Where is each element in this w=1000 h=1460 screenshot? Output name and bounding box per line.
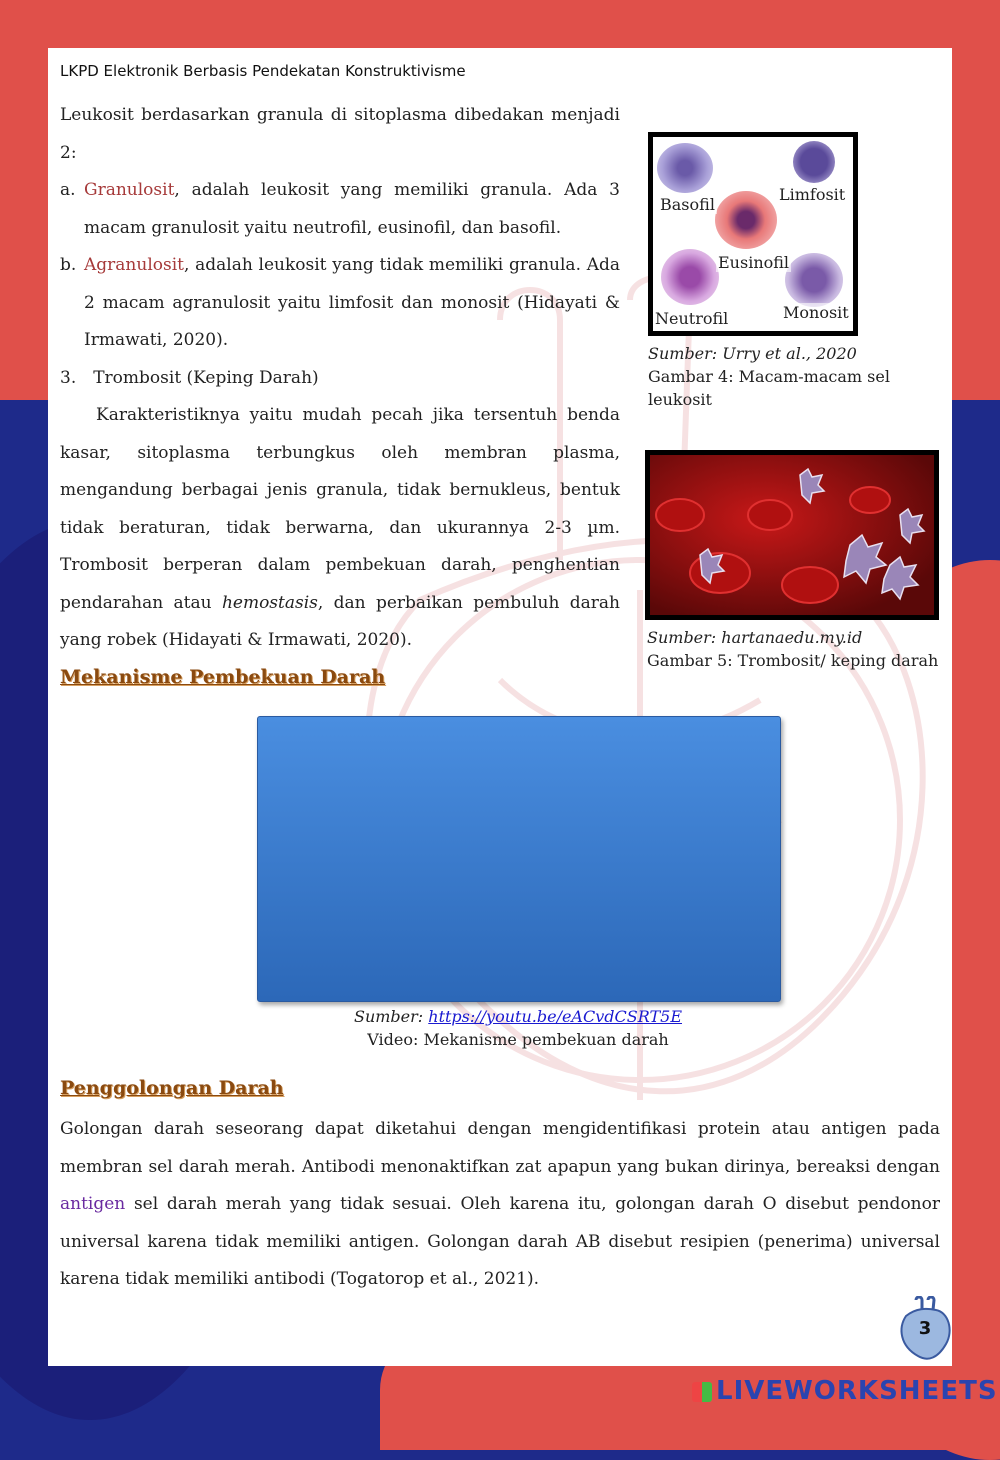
page-number: 3 bbox=[918, 1318, 932, 1339]
worksheet-header: LKPD Elektronik Berbasis Pendekatan Konstruktivisme bbox=[60, 62, 466, 80]
video-source-label: Sumber: bbox=[353, 1007, 429, 1026]
granulosit-desc: , adalah leukosit yang memiliki granula. Ada 3 macam granulosit yaitu neutrofil, eusinofil, dan basofil. bbox=[84, 180, 620, 238]
leukocyte-figure bbox=[648, 132, 858, 336]
label-neutrofil: Neutrofil bbox=[655, 309, 729, 328]
agranulosit-desc: , adalah leukosit yang tidak memiliki granula. Ada 2 macam agranulosit yaitu limfosit dan monosit (Hidayati & Irmawati, 2020). bbox=[84, 255, 620, 350]
label-eusinofil: Eusinofil bbox=[718, 253, 790, 272]
list-item-agranulosit bbox=[60, 247, 620, 360]
fig5-caption bbox=[647, 626, 947, 672]
monosit-cell bbox=[785, 253, 843, 307]
trombosit-text-2: , dan perbaikan pembuluh darah yang robek (Hidayati & Irmawati, 2020). bbox=[60, 592, 620, 650]
trombosit-heading: 3. Trombosit (Keping Darah) bbox=[60, 367, 319, 388]
list-marker: b. bbox=[60, 255, 77, 275]
label-basofil: Basofil bbox=[660, 195, 715, 214]
golongan-paragraph bbox=[60, 1111, 940, 1299]
golongan-title: Penggolongan Darah bbox=[60, 1077, 284, 1099]
list-item-granulosit bbox=[60, 172, 620, 247]
hemostasis-term: hemostasis bbox=[221, 592, 318, 613]
video-title: Video: Mekanisme pembekuan darah bbox=[367, 1030, 669, 1049]
eusinofil-cell bbox=[715, 191, 777, 249]
basofil-cell bbox=[657, 143, 713, 193]
list-marker: a. bbox=[60, 180, 76, 200]
golongan-text-2: sel darah merah yang tidak sesuai. Oleh karena itu, golongan darah O disebut pendonor universal karena tidak memiliki antigen. Golongan darah AB disebut resipien (penerima) universal karena tidak memiliki antibodi (Togatorop et al., 2021). bbox=[60, 1194, 940, 1289]
golongan-text-1: Golongan darah seseorang dapat diketahui dengan mengidentifikasi protein atau antigen pada membran sel darah merah. Antibodi menonaktifkan zat apapun yang bukan dirinya, bereaksi dengan bbox=[60, 1119, 940, 1177]
liveworksheets-text: LIVEWORKSHEETS bbox=[716, 1376, 998, 1406]
leukosit-intro: Leukosit berdasarkan granula di sitoplasma dibedakan menjadi 2: bbox=[60, 105, 620, 163]
trombosit-paragraph bbox=[60, 397, 620, 660]
label-limfosit: Limfosit bbox=[779, 185, 846, 204]
fig4-title: Gambar 4: Macam-macam sel leukosit bbox=[648, 367, 890, 409]
mekanisme-title: Mekanisme Pembekuan Darah bbox=[60, 666, 386, 688]
agranulosit-term: Agranulosit bbox=[84, 255, 184, 275]
video-caption bbox=[257, 1005, 779, 1051]
platelet-figure bbox=[645, 450, 939, 620]
fig4-source: Sumber: Urry et al., 2020 bbox=[648, 344, 857, 363]
video-player[interactable] bbox=[257, 716, 781, 1002]
page-number-badge bbox=[898, 1296, 952, 1362]
leukosit-section bbox=[60, 97, 620, 660]
fig5-source: Sumber: hartanaedu.my.id bbox=[647, 628, 863, 647]
liveworksheets-logo-icon bbox=[692, 1382, 712, 1402]
trombosit-text-1: Karakteristiknya yaitu mudah pecah jika tersentuh benda kasar, sitoplasma terbungkus oleh membran plasma, mengandung berbagai jenis granula, tidak bernukleus, bentuk tidak beraturan, tidak berwarna, dan ukurannya 2-3 µm. Trombosit berperan dalam pembekuan darah, penghentian pendarahan atau bbox=[60, 405, 620, 613]
fig4-caption bbox=[648, 342, 898, 411]
granulosit-term: Granulosit bbox=[84, 180, 175, 200]
neutrofil-cell bbox=[661, 249, 719, 305]
limfosit-cell bbox=[793, 141, 835, 183]
fig5-title: Gambar 5: Trombosit/ keping darah bbox=[647, 651, 939, 670]
video-link[interactable]: https://youtu.be/eACvdCSRT5E bbox=[428, 1007, 682, 1026]
platelet-illustration bbox=[650, 455, 934, 615]
antigen-term: antigen bbox=[60, 1194, 126, 1214]
liveworksheets-logo bbox=[692, 1376, 998, 1406]
label-monosit: Monosit bbox=[783, 303, 849, 322]
